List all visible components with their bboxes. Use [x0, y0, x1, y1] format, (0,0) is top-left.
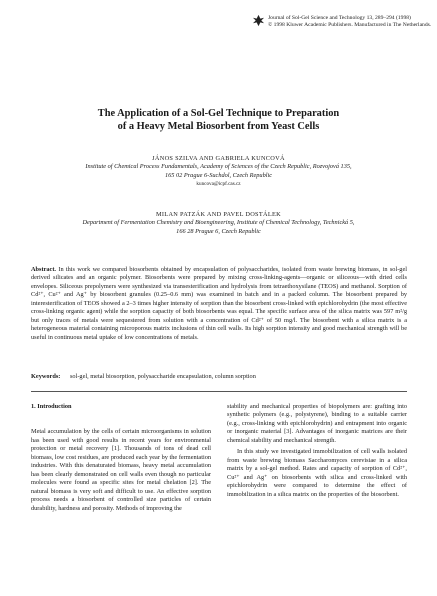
title-line-2: of a Heavy Metal Biosorbent from Yeast Cells: [117, 121, 320, 133]
keywords: [31, 373, 256, 381]
affiliation-2-line-2: 166 28 Prague 6, Czech Republic: [176, 227, 261, 235]
section-heading: 1. Introduction: [31, 403, 72, 410]
author-group-2: [30, 211, 407, 236]
left-column: [31, 403, 211, 513]
abstract-label: Abstract.: [31, 266, 57, 273]
author-names-1: JÁNOS SZILVA AND GABRIELA KUNCOVÁ: [152, 155, 285, 162]
intro-paragraph-1: Metal accumulation by the cells of certain microorganisms in solution has been used with good results in recent years for environmental protection or metal recovery [1]. Thousands of tons of dead cell biomass, low cost residues, are produced each year by the fermentation industries. With this denaturated biomass, heavy metal accumulation has been clearly demonstrated on cell walls even though no particular molecules were found as specific sites for metal chelation [2]. The natural biomass is very soft and difficult to use. An effective sorption process needs a biosorbent of controlled size particles of certain durability, hardness and porosity. Methods of improving the: [31, 428, 211, 512]
keywords-text: sol-gel, metal biosorption, polysaccharide encapsulation, column sorption: [69, 373, 256, 380]
author-names-2: MILAN PATZÁK AND PAVEL DOSTÁLEK: [156, 211, 281, 218]
affiliation-2-line-1: Department of Fermentation Chemistry and Bioengineering, Institute of Chemical Technology, Technická 5,: [82, 219, 355, 227]
title-line-1: The Application of a Sol-Gel Technique to Preparation: [97, 108, 340, 119]
intro-paragraph-2: stability and mechanical properties of biopolymers are: grafting into synthetic polymers (e.g., polystyrene), binding to a suitable carrier (e.g., cross-linking with epichlorohydrin) and entrapment into organic or inorganic material [3]. Advantages of inorganic matrices are their chemical stability and mechanical strength.: [227, 403, 407, 444]
abstract-text: In this work we compared biosorbents obtained by encapsulation of polysaccharides, isolated from waste brewing biomass, in sol-gel derived silicates and an organic polymer. Biosorbents were prepared by mixing cross-linking-agents—organic or siliceous—with dried cells envelopes. Siliceous prepolymers were synthesized via transesterification and hydrolysis from tetraethoxysilane (TEOS) and methanol. Sorption of Cd²⁺, Cu²⁺ and Ag⁺ by biosorbent granules (0.25–0.6 mm) was examined in batch and in a packed column. The biosorbent prepared by interesterification of TEOS showed a 2–3 times higher intensity of sorption than the biosorbent cross-linked with epichlorohydrin (the most effective cross-linking organic agent) while the sorption capacity of both biosorbents was equal. The specific surface area of the silica matrix was 597 m²/g but only traces of metals were sequestered from solution with a concentration of Cd²⁺ of 50 mg/l. The biosorbent with a silica matrix is a heterogeneous material containing microporous matrix inclusions of thin cell walls. Its high sorption intensity and good mechanical strength will be useful in continuous metal uptake of low concentrations of metals.: [31, 266, 407, 341]
affiliation-1-line-1: Institute of Chemical Process Fundamentals, Academy of Sciences of the Czech Republic, Rozvojová 135,: [85, 163, 352, 171]
section-divider: [31, 391, 407, 392]
author-group-1: [30, 155, 407, 188]
right-column: [227, 403, 407, 499]
abstract: [31, 266, 407, 342]
journal-copyright: © 1998 Kluwer Academic Publishers. Manufactured in The Netherlands.: [268, 22, 432, 29]
keywords-label: Keywords:: [31, 373, 61, 380]
journal-header: [268, 15, 431, 30]
paper-title: [40, 107, 397, 133]
publisher-logo-icon: [252, 14, 265, 27]
affiliation-1-line-2: 165 02 Prague 6-Suchdol, Czech Republic: [164, 171, 273, 179]
author-email: kuncova@icpf.cas.cz: [196, 180, 241, 187]
intro-paragraph-3: In this study we investigated immobilization of cell walls isolated from waste brewing biomass Saccharomyces cerevisiae in a silica matrix by a sol-gel method. Rates and capacity of sorption of Cd²⁺, Cu²⁺ and Ag⁺ on biosorbents with silica and cross-linked with epichlorohydrin were compared to determine the effect of immobilization in a silica matrix on the properties of the biosorbent.: [227, 448, 407, 498]
journal-citation: Journal of Sol-Gel Science and Technology 13, 289–294 (1998): [268, 15, 411, 21]
